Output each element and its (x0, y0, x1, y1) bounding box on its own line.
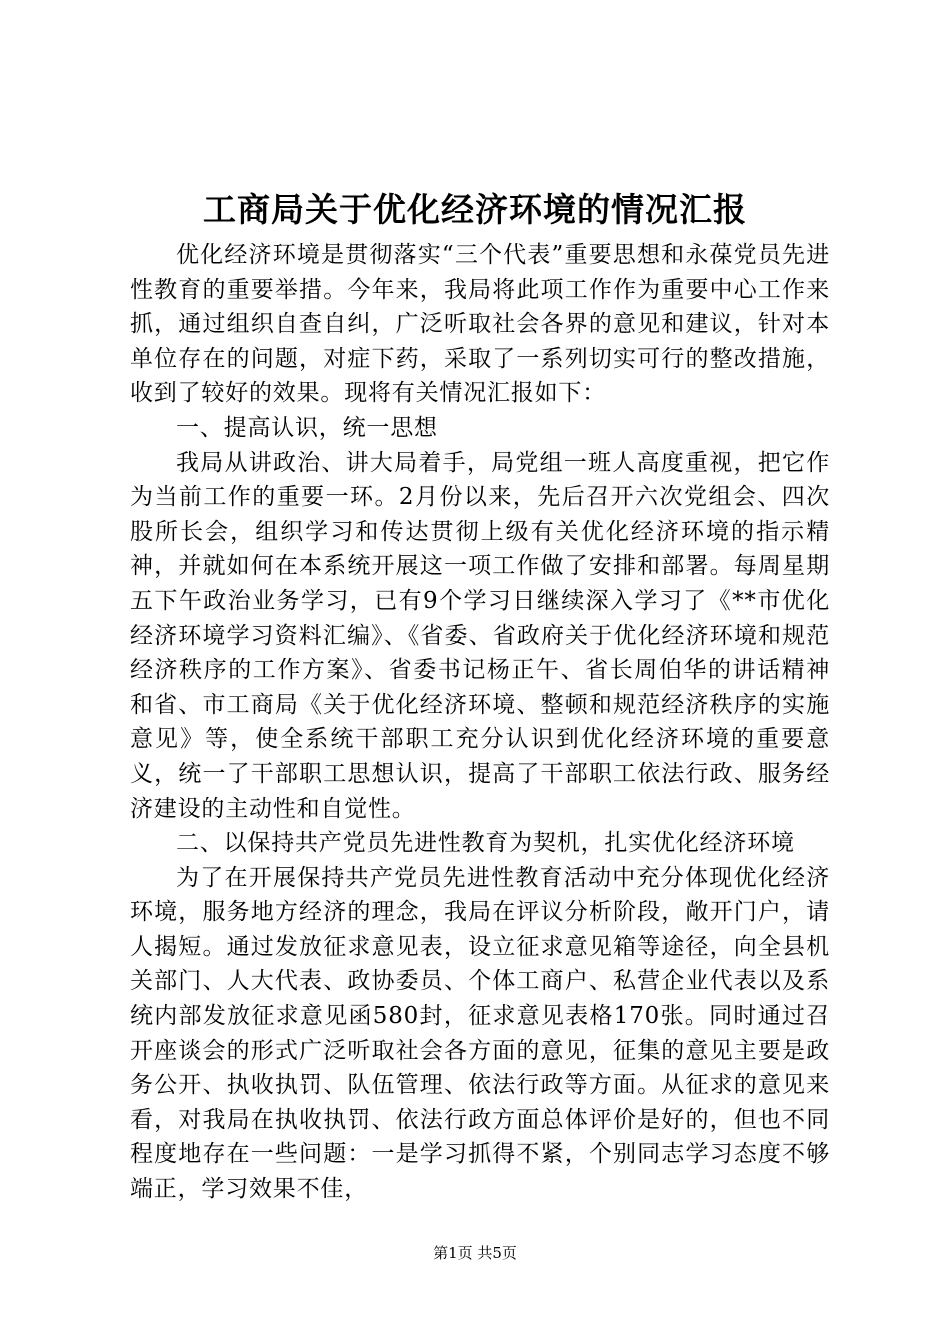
document-body (130, 238, 830, 1207)
paragraph-section-2: 为了在开展保持共产党员先进性教育活动中充分体现优化经济环境，服务地方经济的理念，我局在评议分析阶段，敞开门户，请人揭短。通过发放征求意见表，设立征求意见箱等途径，向全县机关部门、人大代表、政协委员、个体工商户、私营企业代表以及系统内部发放征求意见函580封，征求意见表格170张。同时通过召开座谈会的形式广泛听取社会各方面的意见，征集的意见主要是政务公开、执收执罚、队伍管理、依法行政等方面。从征求的意见来看，对我局在执收执罚、依法行政方面总体评价是好的，但也不同程度地存在一些问题：一是学习抓得不紧，个别同志学习态度不够端正，学习效果不佳， (130, 864, 830, 1203)
section-heading-2: 二、以保持共产党员先进性教育为契机，扎实优化经济环境 (176, 830, 795, 857)
paragraph-section-1: 我局从讲政治、讲大局着手，局党组一班人高度重视，把它作为当前工作的重要一环。2月份以来，先后召开六次党组会、四次股所长会，组织学习和传达贯彻上级有关优化经济环境的指示精神，并就如何在本系统开展这一项工作做了安排和部署。每周星期五下午政治业务学习，已有9个学习日继续深入学习了《**市优化经济环境学习资料汇编》、《省委、省政府关于优化经济环境和规范经济秩序的工作方案》、省委书记杨正午、省长周伯华的讲话精神和省、市工商局《关于优化经济环境、整顿和规范经济秩序的实施意见》等，使全系统干部职工充分认识到优化经济环境的重要意义，统一了干部职工思想认识，提高了干部职工依法行政、服务经济建设的主动性和自觉性。 (130, 449, 830, 822)
paragraph-intro: 优化经济环境是贯彻落实“三个代表”重要思想和永葆党员先进性教育的重要举措。今年来，我局将此项工作作为重要中心工作来抓，通过组织自查自纠，广泛听取社会各界的意见和建议，针对本单位存在的问题，对症下药，采取了一系列切实可行的整改措施，收到了较好的效果。现将有关情况汇报如下： (130, 242, 830, 407)
document-title: 工商局关于优化经济环境的情况汇报 (203, 190, 747, 229)
page-footer: 第1页 共5页 (433, 1244, 517, 1262)
section-heading-1: 一、提高认识，统一思想 (176, 414, 438, 441)
